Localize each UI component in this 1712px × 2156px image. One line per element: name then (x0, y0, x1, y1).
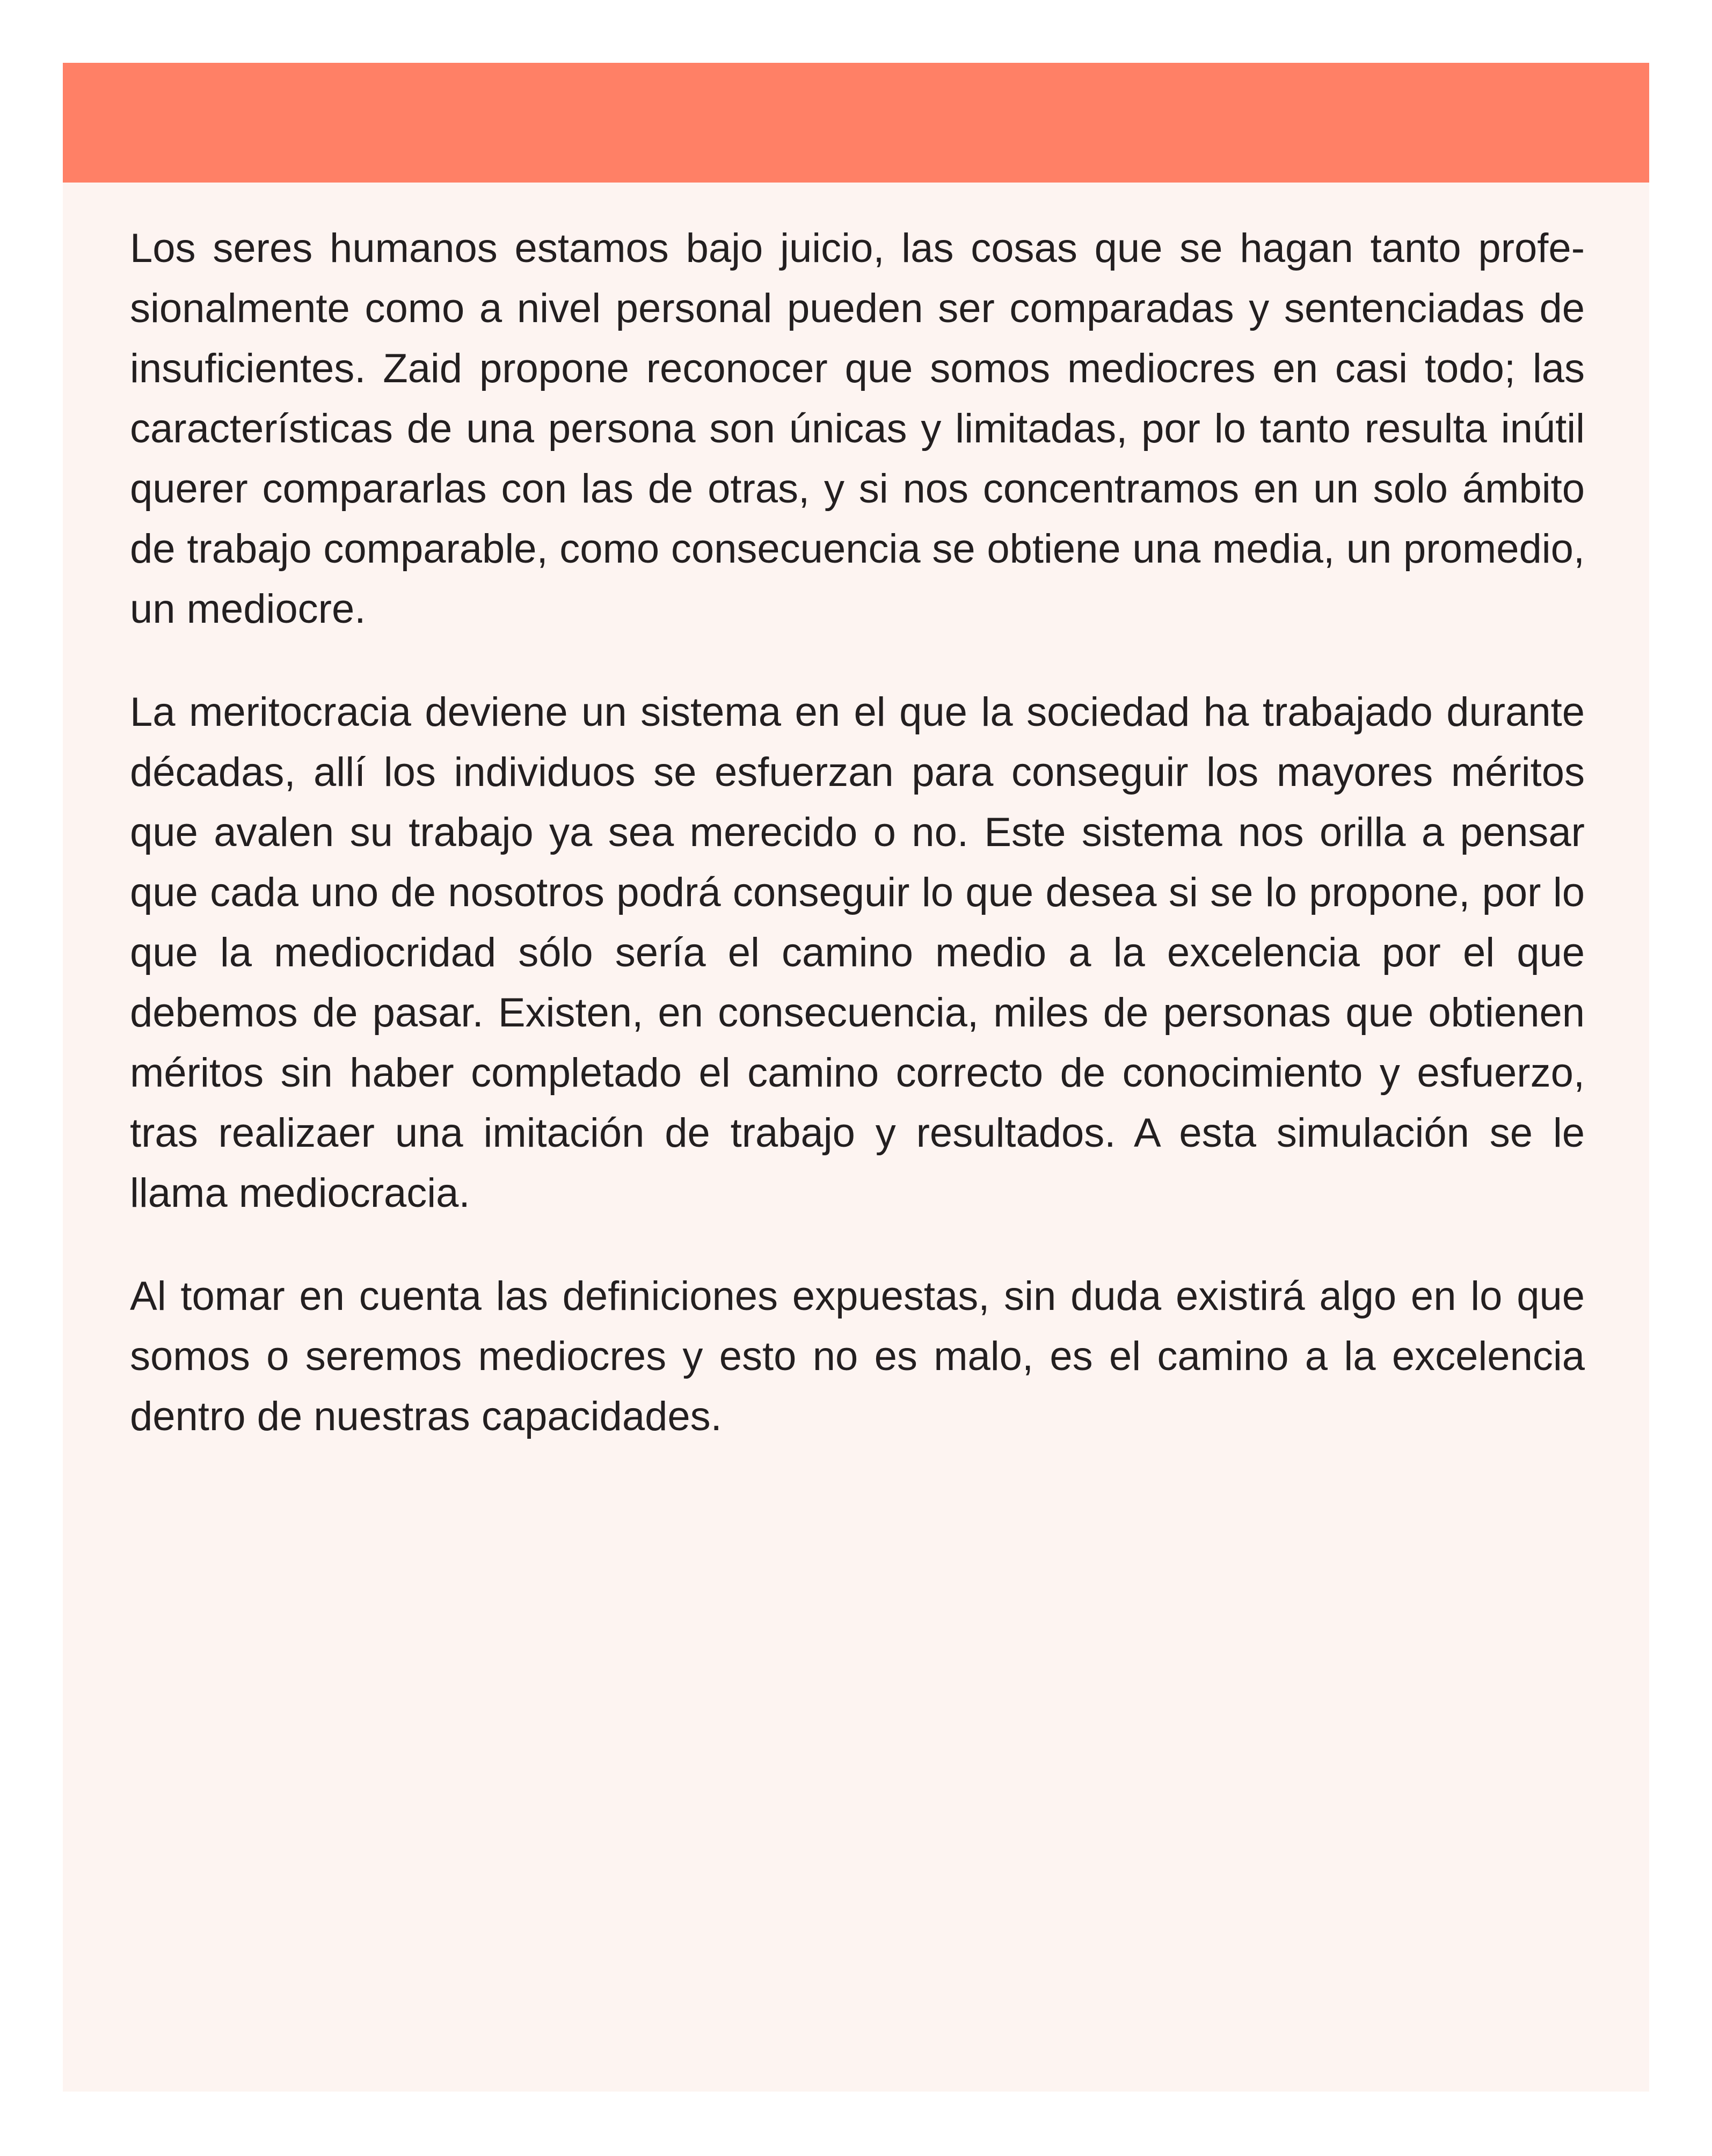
paragraph-1: Los seres humanos estamos bajo juicio, las cosas que se hagan tanto profesionalmente como a nivel personal pueden ser comparadas y sentenciadas de insuficientes. Zaid propone reconocer que somos mediocres en casi todo; las características de una persona son únicas y limitadas, por lo tanto resulta inútil querer compararlas con las de otras, y si nos concentramos en un solo ámbito de trabajo comparable, como consecuencia se obtiene una media, un promedio, un mediocre. (130, 225, 1585, 632)
page-panel (63, 63, 1649, 2092)
header-band (63, 63, 1649, 183)
paragraph-3: Al tomar en cuenta las definiciones expuestas, sin duda existirá algo en lo que somos o seremos mediocres y esto no es malo, es el camino a la excelencia dentro de nuestras capacidades. (130, 1273, 1585, 1439)
body-text (130, 218, 1585, 1490)
paragraph-2: La meritocracia deviene un sistema en el que la sociedad ha trabajado durante décadas, allí los individuos se esfuerzan para conseguir los mayores méritos que avalen su trabajo ya sea merecido o no. Este sistema nos orilla a pensar que cada uno de nosotros podrá conseguir lo que desea si se lo propone, por lo que la mediocridad sólo sería el camino medio a la excelencia por el que debemos de pasar. Existen, en consecuencia, miles de personas que obtienen méritos sin haber completado el camino correcto de conocimiento y esfuerzo, tras realizaer una imitación de trabajo y resultados. A esta simulación se le llama mediocracia. (130, 689, 1585, 1216)
